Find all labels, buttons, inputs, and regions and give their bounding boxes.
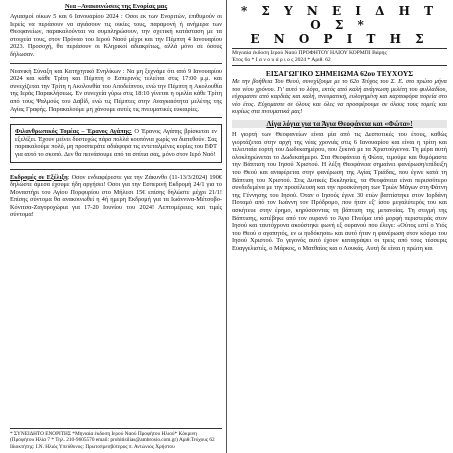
news-paragraph-blessings: Αγιασμοί οίκων 5 και 6 Ιανουαρίου 2024 : Οσοι εκ των Ενοριτών, επιθυμούν οι Ιερείς να περάσουν να αγιάσουν τις οικίες τους, παραμονή ή ανήμερα των Θεοφανείων, παρακαλούνται να συμπληρώσουν, την σχετική κατάσταση με τα στοιχεία τους, στον Πρόναο του Ιερού Ναού μέχρι και την Πέμπτη 4 Ιανουαρίου 2023. Προσοχή, θα περάσουν οι Κληρικοί αδιακρίτως, αλλά μόνο σε όσους δήλωσαν. (10, 13, 222, 58)
charity-paragraph (15, 128, 217, 158)
footer-line-3: Ιδιοκτήτης: Ι.Ν. Ηλιός Υπεύθυνος: Πρωτοπρεσβύτερος π. Αντώνιος Χρήστου (10, 443, 175, 450)
excursions-paragraph (10, 174, 222, 220)
news-section-title: Νεα –Ανακοινώσεις της Ενορίας μας (64, 3, 168, 10)
footer-line-1: * ΣΥΝΕΙΔΗΤΟ ΕΝΟΡΙΤΗΣ *Μηνιαία έκδοση Ιερού Ναού Προφήτου Ηλιού* Κόκρινη (10, 430, 197, 437)
charity-text: Ο Έρανος Αγάπης βρίσκεται εν εξελίξει. Έχουν μείνει δυστυχώς πάρα πολλά κουπόνια χωρίς να διατεθούν. Σας παρακαλούμε πολύ, μη προσπεράτε αδιάφορα τις εντεταλμένες κυρίες του ΕΦΤ για αυτό το σκοπό. Δεν θα πεινάσουμε από τα σπίτια σας, μόνο στον Ιερό Ναό! (15, 128, 217, 158)
intro-paragraph: Με την βοήθεια Του Θεού, συνεχίζουμε με το 62ο Τεύχος του Σ. Ε. στο πρώτο μήνα του νέου χρόνου. Γι' αυτό το λόγο, εκτός από καλή ανάγνωση μελέτη του φυλλαδίου, εύχομαστε από καρδιάς και καλή, πνευματική, ευλογημένη και καρποφόρα πορεία στο νέο έτος. Εύχομαστε σε όλους και όλες να προσφέρουμε σε όλους τους τομείς και κυρίως στα πνευματικά μας! (232, 78, 447, 116)
excursions-title: Εκδρομές σε Εξέλιξη (10, 173, 68, 181)
charity-title: Φιλανθρωπικός Τομέας – Έρανος Αγάπης: (15, 128, 132, 136)
divider-1 (10, 63, 222, 64)
divider-3 (10, 169, 222, 170)
masthead-title: * Σ Υ Ν Ε Ι Δ Η Τ Ο Σ * (240, 4, 439, 32)
footer (10, 428, 222, 451)
column-divider (226, 0, 227, 453)
excursions-text: : Οσον ενδιαφέρεστε για την Ζάκυνθο (11-13/3/2024) 190€ δηλώστε άμεσα έχουμε ήδη αργήσει! Οσοι για την Εσπερινή Εκδρομή 24/1 για το Μοναστήρι του Αγίου Πορφυρίου στο Μήλεσι 15€ επίσης δηλώστε μέχρι 21/1! Επίσης σύντομα θα ανακοινωθεί η 4ή ημερη Εκδρομή για τα Ιωάννινα-Μέτσοβο-Κόνιτσα-Ζαγοροχώρια για 17-20 Ιουνίου του 2024! Λεπτομέρειες και τιμές σύντομα! (10, 173, 222, 219)
masthead-info (232, 48, 447, 66)
news-paragraph-youth: Νεανική Σύναξη και Κατηχητικό Ενηλίκων : Να μη ξεχνάμε ότι από 9 Ιανουαρίου 2024 και κάθε Τρίτη και Πέμπτη ο Εσπερινός τελείται στις 17:00 μ.μ. και συνεχίζεται την Τρίτη η Ακολουθία του Αποδείπνου, ενώ την Πέμπτη η Ακολουθία της Ιεράς Παρακλήσεως. Εν συνεχεία γύρω στις 18:10 γίνεται η ομιλία κάθε Τρίτη από τους Ψαλμούς του Δαβίδ, ενώ τις Πέμπτες στην Αναγκαιότητα μελέτης της Αγίας Γραφής. Παρακαλούμε μη χάνουμε αυτές τις πνευματικές ευκαιρίες. (10, 67, 222, 113)
article-title: Λίγα λόγια για τα Άγια Θεοφάνεια και «Φώτα»! (232, 120, 447, 128)
masthead-publisher: Μηνιαία έκδοση Ιερού Ναού ΠΡΟΦΗΤΟΥ ΗΛΙΟΥ ΚΟΡΜΠΙ Βάρης (232, 50, 387, 56)
charity-box (10, 124, 222, 162)
article-body: Η γιορτή των Θεοφανείων είναι μία από τις Δεσποτικές του έτους, καθώς γιορτάζεται στην αρχή της νέας χρονιάς στις 6 Ιανουαρίου και είναι η τρίτη και τελευταία εορτή του Δωδεκαημέρου, που ξεκινά με τα Χριστούγεννα. Τη μέρα αυτή ολοκληρώνεται το Δωδεκαήμερο. Στα Θεοφάνεια ή Φώτα, τιμούμε και θυμόμαστε την Βάπτιση του Ιησού Χριστού. Η λέξη Θεοφάνεια σημαίνει φανέρωση/επίδειξη του Θεού και αναφέρεται στην φανέρωση της Αγίας Τριάδας, που έγινε κατά τη Βάπτιση του Χριστού. Στις Δυτικές Εκκλησίες, τα Θεοφάνεια είναι περισσότερο συνδεδεμένα με την προσέλευση και την προσκύνηση των Τριών Μάγων στη Φάτνη της Γέννησης του Ιησού. Όταν ο Ιησούς έγινε 30 ετών βαπτίστηκε στον Ιορδάνη Ποταμό από τον Ιωάννη τον Πρόδρομο, που ήταν εξ' ίσου μεγαλύτερός του και ασκήτευε στην έρημο, κηρύσσοντας τη βάπτιση της μετανοίας. Τη στιγμή της Βάπτισης, κατέβηκε από τον ουρανό το Άγιο Πνεύμα υπό μορφή περιστεράς στον Ιησού και ταυτόχρονα ακούστηκε φωνή εξ ουρανού που έλεγε: «Ούτος εστί ο Υιός του Θεού ο αγαπητός, εν ω ηυδόκησα» και αυτό ήταν η φανέρωση στον κόσμο του Ιησού Χριστού. Το γεγονός αυτό έχουν καταγράψει οι τρεις από τους τέσσερις Ευαγγελιστές, ο Μάρκος, ο Ματθαίος και ο Λουκάς. Αυτή δε είναι η πρώτη και (232, 130, 447, 252)
issue-title: ΕΙΣΑΓΩΓΙΚΟ ΣΗΜΕΙΩΜΑ 62ου ΤΕΥΧΟΥΣ (265, 69, 414, 78)
left-column (10, 0, 222, 453)
footer-line-2: (Προφήτου Ηλία 7 * Τηλ. 210-9605570 email: prohitisilias@ambrosio.com.gr) Αριθ.Τεύχους 62 (10, 437, 215, 443)
masthead-subtitle: Ε Ν Ο Ρ Ι Τ Η Σ (250, 32, 429, 46)
masthead-issue-info: Έτος 6ο * Ι α ν ο υ ά ρ ι ο ς 2024 * Αριθ. 62 (232, 57, 331, 63)
divider-2 (10, 117, 222, 118)
right-column (232, 0, 447, 453)
